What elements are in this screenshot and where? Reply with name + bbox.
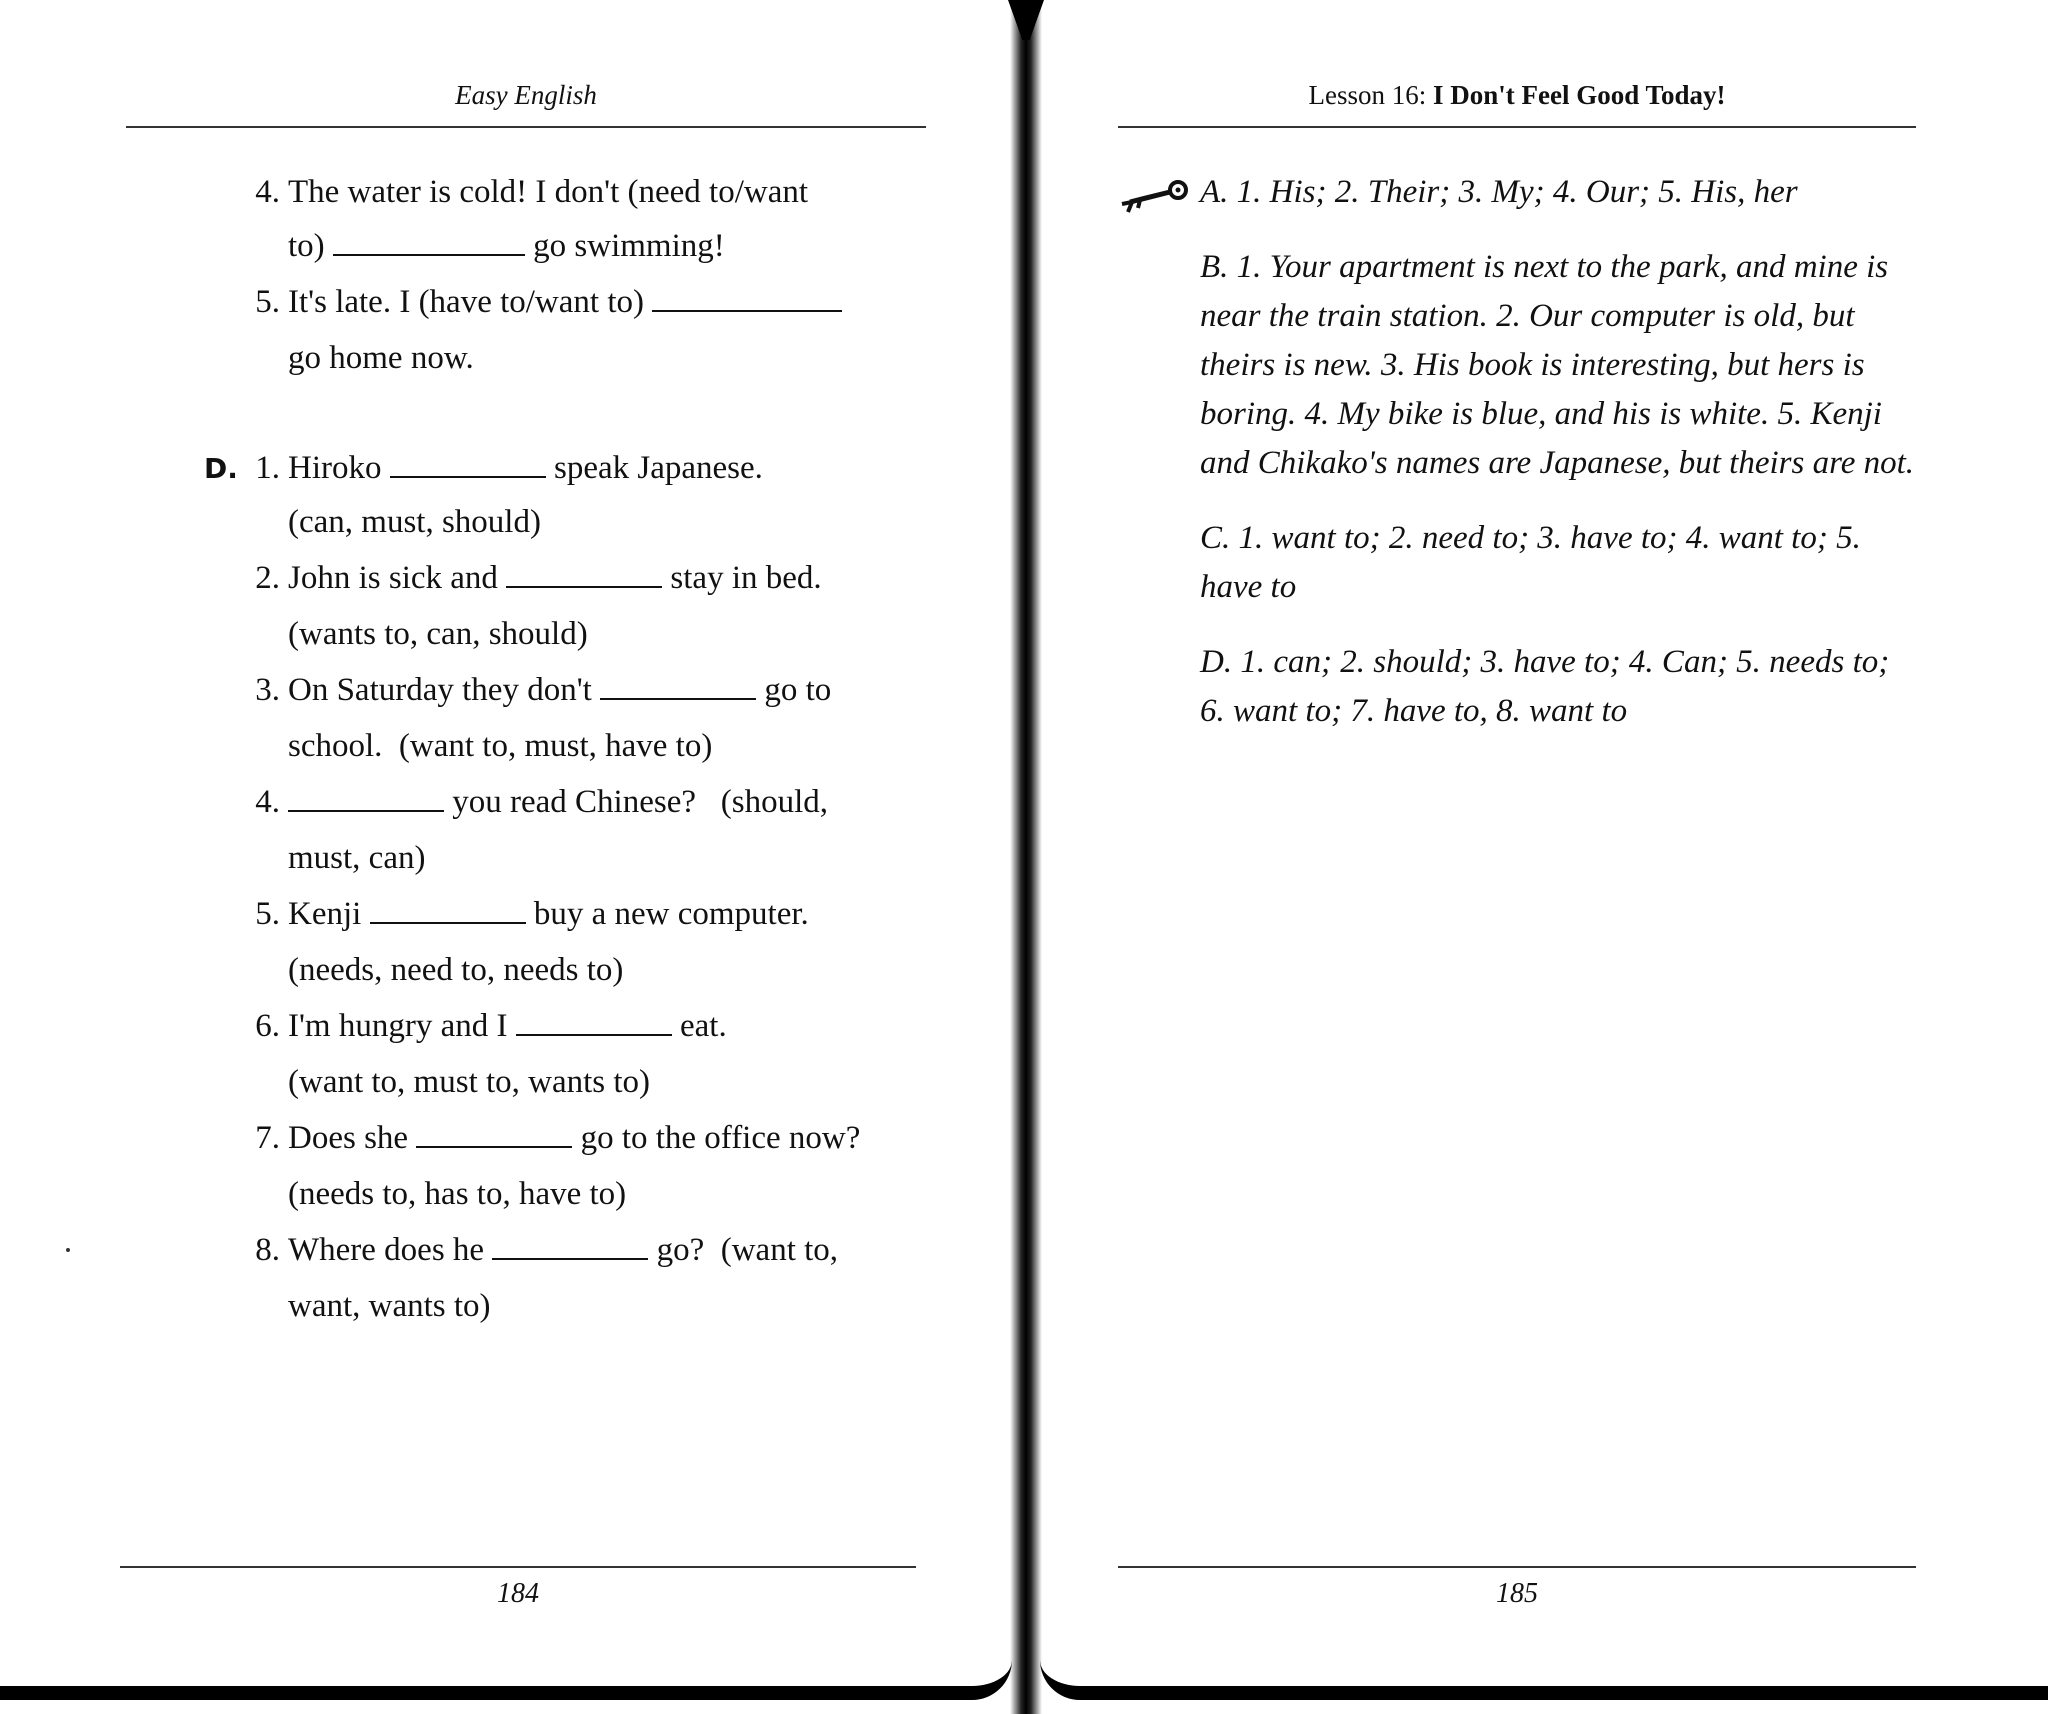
item-text: eat. — [679, 1008, 727, 1044]
answer-b — [1200, 243, 1920, 488]
item-number: 4. — [255, 174, 280, 210]
answer-blank[interactable] — [516, 1010, 672, 1036]
exercise-c5-line1 — [236, 274, 842, 330]
exercise-d4-options: must, can) — [288, 840, 426, 876]
item-text: go? (want to, — [656, 1232, 839, 1268]
answer-label: D. — [1200, 644, 1233, 680]
answer-a — [1200, 168, 1920, 217]
item-number: 5. — [255, 284, 280, 320]
exercise-c4-line2 — [288, 218, 725, 274]
answer-label: C. — [1200, 520, 1231, 556]
item-text: Kenji — [288, 896, 362, 932]
exercise-d6-line1 — [236, 998, 727, 1054]
exercise-d3-options: school. (want to, must, have to) — [288, 728, 713, 764]
answer-blank[interactable] — [492, 1234, 648, 1260]
answer-blank[interactable] — [333, 230, 525, 256]
item-text: stay in bed. — [670, 560, 822, 596]
header-rule-right — [1118, 126, 1916, 128]
lesson-label: Lesson 16: — [1308, 80, 1433, 110]
item-number: 3. — [255, 672, 280, 708]
answer-d — [1200, 638, 1920, 736]
item-number: 7. — [255, 1120, 280, 1156]
answer-key — [1200, 168, 1920, 758]
exercise-d2-options: (wants to, can, should) — [288, 616, 588, 652]
item-text: Where does he — [288, 1232, 485, 1268]
exercise-c4-line1 — [236, 164, 808, 220]
item-text: go to — [764, 672, 832, 708]
exercise-d1-options: (can, must, should) — [288, 504, 541, 540]
answer-blank[interactable] — [506, 562, 662, 588]
item-text: go to the office now? — [580, 1120, 861, 1156]
answer-text: 1. Your apartment is next to the park, and mine is near the train station. 2. Our computer is old, but theirs is new. 3. His book is interesting, but hers is boring. 4. My bike is blue, and his is white. 5. Kenji and Chikako's names are Japanese, but theirs are not. — [1200, 249, 1915, 481]
answer-c — [1200, 514, 1920, 612]
item-number: 8. — [255, 1232, 280, 1268]
answer-blank[interactable] — [652, 286, 842, 312]
answer-label: A. — [1200, 174, 1229, 210]
exercise-d5-options: (needs, need to, needs to) — [288, 952, 624, 988]
answer-blank[interactable] — [600, 674, 756, 700]
page-edge-left — [0, 1660, 1012, 1700]
answer-blank[interactable] — [416, 1122, 572, 1148]
exercise-d8-line1 — [236, 1222, 838, 1278]
book-spine — [1010, 0, 1042, 1714]
item-text: On Saturday they don't — [288, 672, 592, 708]
item-text: It's late. I (have to/want to) — [288, 284, 644, 320]
page-number-right: 185 — [1496, 1578, 1538, 1609]
answer-text: 1. can; 2. should; 3. have to; 4. Can; 5. needs to; 6. want to; 7. have to, 8. want to — [1200, 644, 1890, 729]
answer-blank[interactable] — [288, 786, 444, 812]
exercise-d4-line1 — [236, 774, 828, 830]
item-text: go home now. — [288, 340, 474, 376]
item-text: The water is cold! I don't (need to/want — [288, 174, 809, 210]
exercise-d2-line1 — [236, 550, 822, 606]
footer-rule-right — [1118, 1566, 1916, 1568]
item-number: 2. — [255, 560, 280, 596]
exercise-d7-options: (needs to, has to, have to) — [288, 1176, 627, 1212]
section-d-label: D. — [204, 452, 238, 485]
item-text: you read Chinese? (should, — [452, 784, 828, 820]
exercise-d3-line1 — [236, 662, 831, 718]
header-rule-left — [126, 126, 926, 128]
lesson-title: I Don't Feel Good Today! — [1432, 80, 1726, 110]
item-text: speak Japanese. — [554, 450, 763, 486]
item-number: 1. — [255, 450, 280, 486]
exercise-d8-options: want, wants to) — [288, 1288, 491, 1324]
page-edge-right — [1040, 1660, 2048, 1700]
answer-text: 1. His; 2. Their; 3. My; 4. Our; 5. His, her — [1236, 174, 1798, 210]
answer-label: B. — [1200, 249, 1229, 285]
exercise-d6-options: (want to, must to, wants to) — [288, 1064, 651, 1100]
running-head-right — [1118, 80, 1916, 111]
exercise-c5-line2 — [288, 330, 474, 386]
item-text: I'm hungry and I — [288, 1008, 508, 1044]
item-text: to) — [288, 228, 325, 264]
exercise-d1-line1 — [236, 440, 763, 496]
footer-rule-left — [120, 1566, 916, 1568]
answer-blank[interactable] — [370, 898, 526, 924]
item-text: Does she — [288, 1120, 409, 1156]
running-head-left: Easy English — [455, 80, 597, 110]
item-text: buy a new computer. — [533, 896, 809, 932]
item-number: 4. — [255, 784, 280, 820]
page-number-left: 184 — [497, 1578, 539, 1609]
item-number: 5. — [255, 896, 280, 932]
key-icon — [1118, 176, 1194, 216]
item-text: John is sick and — [288, 560, 498, 596]
item-text: go swimming! — [533, 228, 725, 264]
item-text: Hiroko — [288, 450, 382, 486]
answer-blank[interactable] — [390, 452, 546, 478]
scan-speck — [66, 1248, 70, 1252]
exercise-d5-line1 — [236, 886, 809, 942]
exercise-d7-line1 — [236, 1110, 860, 1166]
answer-text: 1. want to; 2. need to; 3. have to; 4. want to; 5. have to — [1200, 520, 1861, 605]
item-number: 6. — [255, 1008, 280, 1044]
